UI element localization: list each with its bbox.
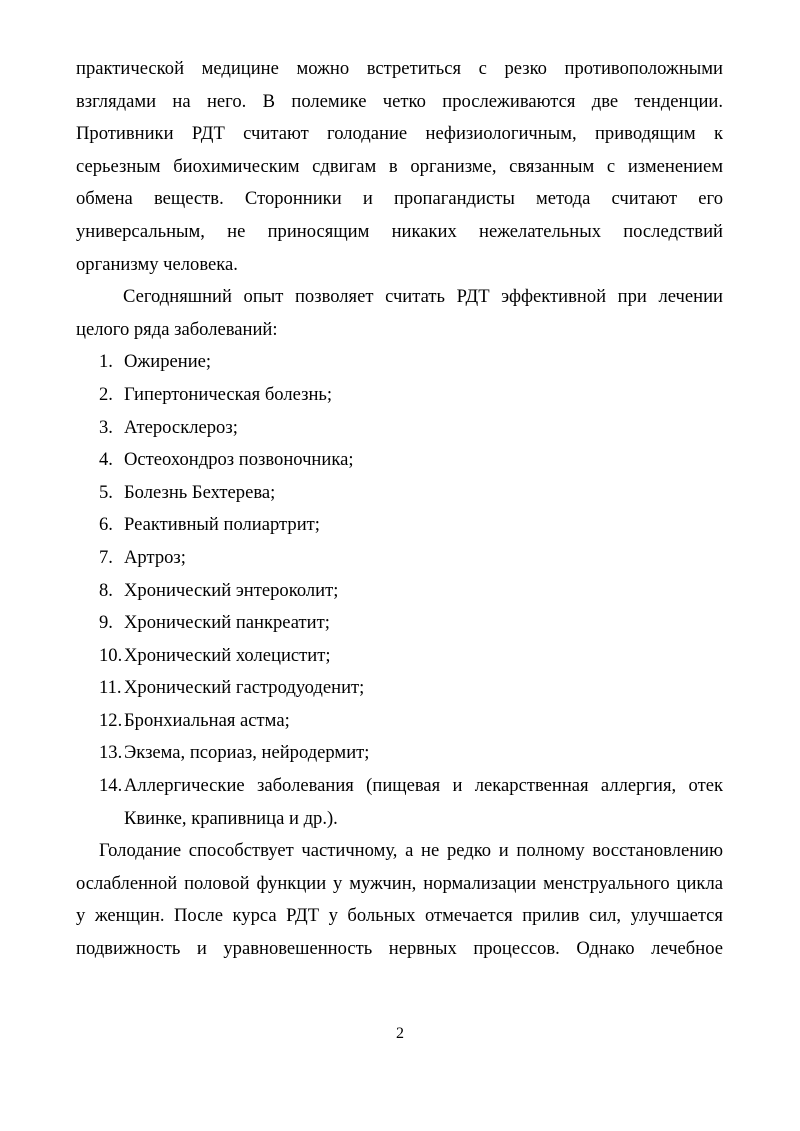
- paragraph-opposing-views: [76, 53, 723, 281]
- list-number: 13.: [99, 742, 123, 764]
- list-item: [76, 607, 723, 640]
- text-line: ослабленной половой функции у мужчин, нормализации менструального цикла: [76, 872, 723, 894]
- text-line: целого ряда заболеваний:: [76, 318, 278, 340]
- text-line: Голодание способствует частичному, а не редко и полному восстановлению: [99, 840, 723, 862]
- text-line: практической медицине можно встретиться с резко противоположными: [76, 58, 723, 79]
- list-text: Хронический панкреатит;: [124, 612, 330, 634]
- list-number: 6.: [99, 514, 113, 536]
- list-item: [76, 640, 723, 673]
- list-number: 14.: [99, 775, 123, 797]
- list-text: Болезнь Бехтерева;: [124, 481, 276, 503]
- list-number: 5.: [99, 481, 113, 503]
- list-text: Остеохондроз позвоночника;: [124, 449, 354, 471]
- list-text: Реактивный полиартрит;: [124, 514, 320, 536]
- list-item: [76, 444, 723, 477]
- list-item: [76, 379, 723, 412]
- list-number: 10.: [99, 644, 123, 666]
- page-body: [76, 53, 723, 966]
- list-item: [76, 509, 723, 542]
- list-text: Атеросклероз;: [124, 416, 238, 438]
- text-line: Противники РДТ считают голодание нефизиологичным, приводящим к: [76, 123, 723, 145]
- list-number: 2.: [99, 383, 113, 405]
- list-item: [76, 412, 723, 445]
- list-item: [76, 737, 723, 770]
- list-number: 3.: [99, 416, 113, 438]
- paragraph-recovery: [76, 835, 723, 965]
- list-item: [76, 770, 723, 803]
- list-number: 12.: [99, 709, 123, 731]
- text-line: универсальным, не приносящим никаких нежелательных последствий: [76, 220, 723, 242]
- text-line: подвижность и уравновешенность нервных процессов. Однако лечебное: [76, 938, 723, 960]
- list-text: Артроз;: [124, 546, 186, 568]
- text-line: серьезным биохимическим сдвигам в организме, связанным с изменением: [76, 155, 723, 177]
- list-item: [76, 477, 723, 510]
- text-line: обмена веществ. Сторонники и пропагандисты метода считают его: [76, 188, 723, 210]
- list-text: Гипертоническая болезнь;: [124, 383, 333, 405]
- list-text: Аллергические заболевания (пищевая и лекарственная аллергия, отек: [124, 775, 723, 797]
- list-text: Хронический холецистит;: [124, 644, 331, 666]
- list-text: Хронический энтероколит;: [124, 579, 339, 601]
- list-number: 1.: [99, 351, 113, 373]
- list-item: [76, 575, 723, 608]
- list-number: 4.: [99, 449, 113, 471]
- list-text: Ожирение;: [124, 351, 212, 373]
- list-item: [76, 672, 723, 705]
- list-number: 11.: [99, 677, 122, 699]
- disease-list: [76, 346, 723, 835]
- list-number: 7.: [99, 546, 113, 568]
- list-text: Хронический гастродуоденит;: [124, 677, 365, 699]
- text-line: взглядами на него. В полемике четко прослеживаются две тенденции.: [76, 90, 723, 112]
- list-item: [76, 705, 723, 738]
- list-number: 9.: [99, 612, 113, 634]
- list-text: Экзема, псориаз, нейродермит;: [124, 742, 370, 764]
- list-item: [76, 346, 723, 379]
- text-line: у женщин. После курса РДТ у больных отмечается прилив сил, улучшается: [76, 905, 723, 927]
- list-item-continuation: Квинке, крапивница и др.).: [124, 807, 338, 829]
- text-line: организму человека.: [76, 253, 238, 275]
- list-number: 8.: [99, 579, 113, 601]
- page-number: 2: [396, 1025, 404, 1042]
- paragraph-effectiveness: [76, 281, 723, 346]
- text-line: Сегодняшний опыт позволяет считать РДТ эффективной при лечении: [123, 286, 723, 308]
- list-text: Бронхиальная астма;: [124, 709, 290, 731]
- list-item: [76, 542, 723, 575]
